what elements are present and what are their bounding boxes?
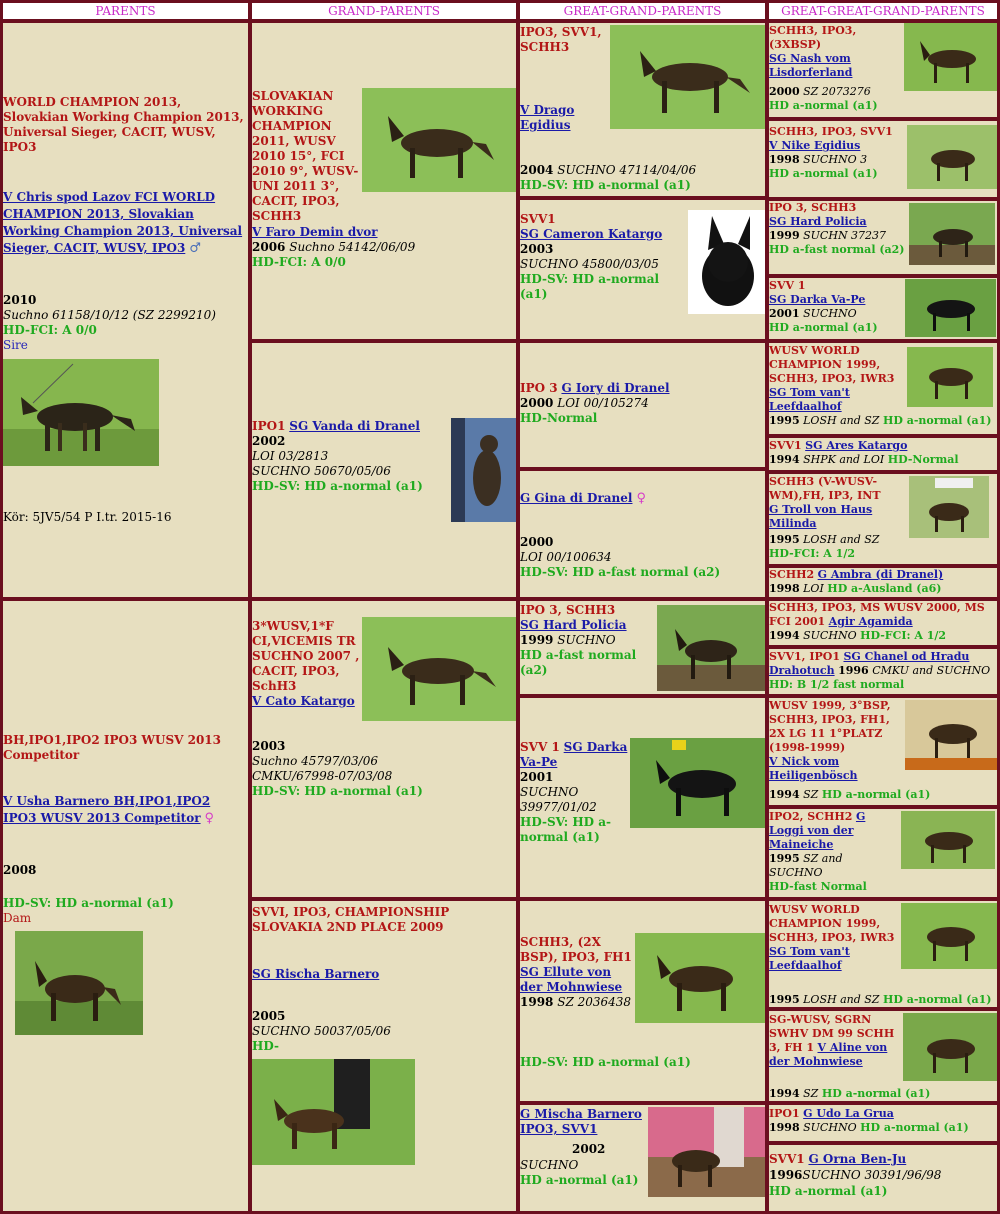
ggp1-name-link[interactable]: V Drago Egidius	[520, 103, 575, 132]
ggp-cell-8	[520, 1105, 765, 1211]
dam-cell	[3, 601, 248, 1211]
gggp4-hd: HD a-normal (a1)	[769, 321, 878, 334]
gp2-photo	[451, 418, 516, 522]
gggp3-titles: IPO 3, SCHH3	[769, 201, 857, 214]
gp-cell-2	[252, 343, 516, 597]
ggp8-hd: HD a-normal (a1)	[520, 1173, 639, 1187]
gggp5-titles: WUSV WORLD CHAMPION 1999, SCHH3, IPO3, IWR3	[769, 344, 895, 385]
gggp15-hd: HD a-normal (a1)	[860, 1121, 969, 1134]
dam-year: 2008	[3, 863, 37, 877]
gp3-photo	[362, 617, 516, 721]
gggp3-name-link[interactable]: SG Hard Policia	[769, 215, 867, 228]
gggp1-hd: HD a-normal (a1)	[769, 99, 878, 112]
gggp9-name-link[interactable]: Agir Agamida	[828, 615, 913, 628]
gp3-name-link[interactable]: V Cato Katargo	[252, 694, 355, 708]
gggp3-photo	[909, 203, 995, 265]
gggp11-titles: WUSV 1999, 3°BSP, SCHH3, IPO3, FH1, 2X LG 11 1°PLATZ (1998-1999)	[769, 699, 891, 754]
ggp6-hd: HD-SV: HD a-normal (a1)	[520, 815, 612, 844]
ggp2-year: 2003	[520, 242, 554, 256]
gggp-cell-3	[769, 201, 997, 274]
gp2-hd: HD-SV: HD a-normal (a1)	[252, 479, 423, 493]
gggp9-hd: HD-FCI: A 1/2	[860, 629, 947, 642]
gggp7-registration: LOSH and SZ	[803, 533, 880, 546]
ggp2-name-link[interactable]: SG Cameron Katargo	[520, 227, 663, 241]
gggp6-titles: SVV1	[769, 439, 802, 452]
gggp-cell-6	[769, 438, 997, 470]
gggp8-titles: SCHH2	[769, 568, 815, 581]
gp3-registration-2: CMKU/67998-07/03/08	[252, 769, 393, 783]
gggp-cell-13	[769, 901, 997, 1007]
gggp7-titles: SCHH3 (V-WUSV-WM),FH, IP3, INT	[769, 475, 881, 502]
gggp4-photo	[905, 279, 996, 337]
gggp5-name-link[interactable]: SG Tom van't Leefdaalhof	[769, 386, 850, 413]
ggp8-name-link[interactable]: G Mischa Barnero IPO3, SVV1	[520, 1107, 642, 1136]
ggp6-photo	[630, 738, 765, 828]
gggp-cell-12	[769, 809, 997, 897]
gggp-cell-1	[769, 23, 997, 117]
gggp10-year: 1996	[838, 664, 869, 677]
ggp-cell-4	[520, 471, 765, 597]
gggp10-name-link[interactable]: SG Chanel od Hradu Drahotuch	[769, 650, 970, 677]
gggp4-registration: SUCHNO	[803, 307, 857, 320]
gp4-photo	[252, 1059, 415, 1165]
gggp10-hd: HD: B 1/2 fast normal	[769, 678, 905, 691]
ggp2-titles: SVV1	[520, 212, 556, 226]
gp1-name-link[interactable]: V Faro Demin dvor	[252, 225, 378, 239]
gggp2-registration: SUCHNO 3	[803, 153, 868, 166]
gggp2-hd: HD a-normal (a1)	[769, 167, 878, 180]
gggp2-name-link[interactable]: V Nike Egidius	[769, 139, 861, 152]
gggp6-registration: SHPK and LOI	[803, 453, 885, 466]
gggp-cell-10	[769, 649, 997, 694]
gggp1-titles: SCHH3, IPO3, (3XBSP)	[769, 24, 857, 51]
ggp4-name-link[interactable]: G Gina di Dranel	[520, 491, 633, 505]
gp4-name-link[interactable]: SG Rischa Barnero	[252, 967, 380, 981]
ggp-cell-1	[520, 23, 765, 196]
gggp2-year: 1998	[769, 153, 800, 166]
gggp16-year: 1996	[769, 1168, 803, 1182]
gp3-hd: HD-SV: HD a-normal (a1)	[252, 784, 423, 798]
gp-cell-1	[252, 23, 516, 339]
sire-role: Sire	[3, 338, 28, 352]
gp4-year: 2005	[252, 1009, 286, 1023]
male-icon: ♂	[189, 241, 201, 256]
gggp-cell-11	[769, 698, 997, 805]
gggp15-registration: SUCHNO	[803, 1121, 857, 1134]
sire-photo	[3, 359, 159, 466]
gggp11-registration: SZ	[803, 788, 819, 801]
gggp12-hd: HD-fast Normal	[769, 880, 867, 893]
ggp1-hd: HD-SV: HD a-normal (a1)	[520, 178, 691, 192]
ggp8-year: 2002	[572, 1142, 606, 1156]
gggp4-titles: SVV 1	[769, 279, 806, 292]
gggp16-hd: HD a-normal (a1)	[769, 1184, 888, 1198]
gggp3-hd: HD a-fast normal (a2)	[769, 243, 905, 256]
gggp5-hd: HD a-normal (a1)	[882, 414, 992, 427]
gggp15-name-link[interactable]: G Udo La Grua	[803, 1107, 894, 1120]
gggp12-titles: IPO2, SCHH2	[769, 810, 853, 823]
ggp5-name-link[interactable]: SG Hard Policia	[520, 618, 627, 632]
gp2-titles: IPO1	[252, 419, 286, 433]
gggp1-registration: SZ 2073276	[803, 85, 871, 98]
gggp-cell-16	[769, 1145, 997, 1211]
dam-titles: BH,IPO1,IPO2 IPO3 WUSV 2013 Competitor	[3, 733, 222, 762]
gggp14-hd: HD a-normal (a1)	[821, 1087, 931, 1100]
dam-name-link[interactable]: V Usha Barnero BH,IPO1,IPO2 IPO3 WUSV 2013 Competitor	[3, 794, 211, 825]
gggp5-registration: LOSH and SZ	[803, 414, 880, 427]
ggp5-photo	[657, 605, 765, 691]
gggp7-photo	[909, 476, 989, 538]
gggp11-year: 1994	[769, 788, 800, 801]
gggp11-photo	[905, 700, 997, 770]
ggp6-registration: SUCHNO 39977/01/02	[520, 785, 597, 814]
ggp3-name-link[interactable]: G Iory di Dranel	[561, 381, 670, 395]
sire-titles: WORLD CHAMPION 2013, Slovakian Working Champion 2013, Universal Sieger, CACIT, WUSV, IPO3	[3, 95, 244, 154]
ggp5-year: 1999	[520, 633, 554, 647]
ggp6-titles: SVV 1	[520, 740, 560, 754]
gggp9-registration: SUCHNO	[803, 629, 857, 642]
gggp16-name-link[interactable]: G Orna Ben-Ju	[808, 1152, 907, 1166]
gp2-year: 2002	[252, 434, 286, 448]
gggp14-registration: SZ	[803, 1087, 819, 1100]
gp3-registration: Suchno 45797/03/06	[252, 754, 378, 768]
ggp5-hd: HD a-fast normal (a2)	[520, 648, 637, 677]
gggp7-hd: HD-FCI: A 1/2	[769, 547, 855, 560]
ggp3-registration: LOI 00/105274	[557, 396, 649, 410]
gggp11-name-link[interactable]: V Nick vom Heiligenbösch	[769, 755, 858, 782]
gggp5-year: 1995	[769, 414, 800, 427]
gggp8-hd: HD a-Ausland (a6)	[827, 582, 942, 595]
gggp-cell-5	[769, 343, 997, 434]
gggp12-name-link[interactable]: G Loggi von der Maineiche	[769, 810, 866, 851]
gggp1-photo	[904, 23, 997, 91]
gggp6-hd: HD-Normal	[887, 453, 959, 466]
gggp15-titles: IPO1	[769, 1107, 800, 1120]
ggp8-registration: SUCHNO	[520, 1158, 579, 1172]
gggp-cell-4	[769, 278, 997, 339]
ggp3-year: 2000	[520, 396, 554, 410]
gggp5-photo	[907, 347, 993, 407]
gggp4-name-link[interactable]: SG Darka Va-Pe	[769, 293, 866, 306]
ggp2-photo	[688, 210, 765, 314]
ggp-cell-2	[520, 200, 765, 339]
gggp12-photo	[901, 811, 995, 869]
gp4-titles: SVVI, IPO3, CHAMPIONSHIP SLOVAKIA 2ND PLACE 2009	[252, 905, 450, 934]
gp2-registration: LOI 03/2813	[252, 449, 329, 463]
gggp4-year: 2001	[769, 307, 800, 320]
gp1-year: 2006	[252, 240, 286, 254]
ggp2-registration: SUCHNO 45800/03/05	[520, 257, 659, 271]
gggp13-registration: LOSH and SZ	[803, 993, 880, 1006]
ggp6-year: 2001	[520, 770, 554, 784]
gggp-cell-2	[769, 121, 997, 197]
ggp7-photo	[635, 933, 765, 1023]
gggp11-hd: HD a-normal (a1)	[821, 788, 931, 801]
sire-cell	[3, 23, 248, 597]
gggp3-registration: SUCHN 37237	[803, 229, 887, 242]
gggp8-name-link[interactable]: G Ambra (di Dranel)	[817, 568, 944, 581]
gggp-cell-9	[769, 601, 997, 645]
gggp7-name-link[interactable]: G Troll von Haus Milinda	[769, 503, 873, 530]
gggp12-registration: SZ and SUCHNO	[769, 852, 843, 879]
gp4-registration: SUCHNO 50037/05/06	[252, 1024, 391, 1038]
ggp8-photo	[648, 1107, 765, 1197]
ggp4-year: 2000	[520, 535, 554, 549]
header-grand-parents: GRAND-PARENTS	[252, 3, 516, 19]
ggp1-photo	[610, 25, 765, 129]
gggp13-name-link[interactable]: SG Tom van't Leefdaalhof	[769, 945, 850, 972]
ggp7-registration: SZ 2036438	[557, 995, 632, 1009]
gggp10-registration: CMKU and SUCHNO	[872, 664, 991, 677]
gggp16-titles: SVV1	[769, 1152, 805, 1166]
sire-year: 2010	[3, 293, 37, 307]
gggp3-year: 1999	[769, 229, 800, 242]
ggp4-registration: LOI 00/100634	[520, 550, 612, 564]
sire-kor: Kör: 5JV5/54 P I.tr. 2015-16	[3, 510, 172, 524]
gp-cell-4	[252, 901, 516, 1211]
gggp-cell-14	[769, 1011, 997, 1101]
ggp1-titles: IPO3, SVV1, SCHH3	[520, 25, 602, 54]
gggp12-year: 1995	[769, 852, 800, 865]
gggp-cell-7	[769, 474, 997, 564]
gggp15-year: 1998	[769, 1121, 800, 1134]
ggp-cell-7	[520, 901, 765, 1101]
gp1-hd: HD-FCI: A 0/0	[252, 255, 346, 269]
gggp8-registration: LOI	[803, 582, 824, 595]
ggp3-titles: IPO 3	[520, 381, 558, 395]
header-great-great-grand-parents: GREAT-GREAT-GRAND-PARENTS	[769, 3, 997, 19]
gp1-titles: SLOVAKIAN WORKING CHAMPION 2011, WUSV 2010 15°, FCI 2010 9°, WUSV-UNI 2011 3°, CACIT, IPO3, SCHH3	[252, 89, 359, 223]
gggp13-year: 1995	[769, 993, 800, 1006]
ggp5-registration: SUCHNO	[557, 633, 616, 647]
ggp1-year: 2004	[520, 163, 554, 177]
gggp1-name-link[interactable]: SG Nash vom Lisdorferland	[769, 52, 853, 79]
ggp-cell-6	[520, 698, 765, 897]
ggp5-titles: IPO 3, SCHH3	[520, 603, 616, 617]
gggp-cell-15	[769, 1105, 997, 1141]
ggp4-hd: HD-SV: HD a-fast normal (a2)	[520, 565, 721, 579]
female-icon: ♀	[636, 491, 646, 506]
ggp3-hd: HD-Normal	[520, 411, 598, 425]
ggp7-year: 1998	[520, 995, 554, 1009]
sire-hd: HD-FCI: A 0/0	[3, 323, 97, 337]
header-great-grand-parents: GREAT-GRAND-PARENTS	[520, 3, 765, 19]
gggp16-registration: SUCHNO 30391/96/98	[802, 1168, 942, 1182]
gp1-photo	[362, 88, 516, 192]
gggp2-titles: SCHH3, IPO3, SVV1	[769, 125, 893, 138]
gggp14-photo	[903, 1013, 997, 1081]
ggp2-hd: HD-SV: HD a-normal (a1)	[520, 272, 660, 301]
sire-name-link[interactable]: V Chris spod Lazov FCI WORLD CHAMPION 2013, Slovakian Working Champion 2013, Universal Sieger, CACIT, WUSV, IPO3	[3, 190, 243, 255]
gggp10-titles: SVV1, IPO1	[769, 650, 840, 663]
female-icon: ♀	[204, 811, 215, 826]
gggp14-year: 1994	[769, 1087, 800, 1100]
gggp8-year: 1998	[769, 582, 800, 595]
gp3-year: 2003	[252, 739, 286, 753]
ggp6-name-link[interactable]: SG Darka Va-Pe	[520, 740, 628, 769]
gggp13-hd: HD a-normal (a1)	[882, 993, 992, 1006]
gp4-hd: HD-	[252, 1039, 279, 1053]
gggp6-name-link[interactable]: SG Ares Katargo	[805, 439, 908, 452]
ggp7-hd: HD-SV: HD a-normal (a1)	[520, 1055, 691, 1069]
gggp13-titles: WUSV WORLD CHAMPION 1999, SCHH3, IPO3, IWR3	[769, 903, 895, 944]
gp1-registration: Suchno 54142/06/09	[289, 240, 416, 254]
gggp9-titles: SCHH3, IPO3, MS WUSV 2000, MS FCI 2001	[769, 601, 985, 628]
gggp9-year: 1994	[769, 629, 800, 642]
dam-photo	[15, 931, 143, 1035]
gp2-registration-2: SUCHNO 50670/05/06	[252, 464, 391, 478]
ggp-cell-5	[520, 601, 765, 694]
gggp-cell-8	[769, 568, 997, 597]
ggp1-registration: SUCHNO 47114/04/06	[557, 163, 697, 177]
gggp1-year: 2000	[769, 85, 800, 98]
gggp14-titles: SG-WUSV, SGRN SWHV DM 99 SCHH 3, FH 1	[769, 1013, 895, 1054]
dam-hd: HD-SV: HD a-normal (a1)	[3, 896, 174, 910]
header-parents: PARENTS	[3, 3, 248, 19]
gggp14-name-link[interactable]: V Aline von der Mohnwiese	[769, 1041, 888, 1068]
gggp7-year: 1995	[769, 533, 800, 546]
gggp6-year: 1994	[769, 453, 800, 466]
ggp-cell-3	[520, 343, 765, 467]
gp3-titles: 3*WUSV,1*F CI,VICEMIS TR SUCHNO 2007 , CACIT, IPO3, SchH3	[252, 619, 360, 693]
gggp2-photo	[907, 125, 997, 189]
gp-cell-3	[252, 601, 516, 897]
gp2-name-link[interactable]: SG Vanda di Dranel	[289, 419, 420, 433]
dam-role: Dam	[3, 911, 32, 925]
ggp7-titles: SCHH3, (2X BSP), IPO3, FH1	[520, 935, 632, 964]
ggp7-name-link[interactable]: SG Ellute von der Mohnwiese	[520, 965, 623, 994]
gggp13-photo	[901, 903, 997, 969]
sire-registration: Suchno 61158/10/12 (SZ 2299210)	[3, 308, 216, 322]
